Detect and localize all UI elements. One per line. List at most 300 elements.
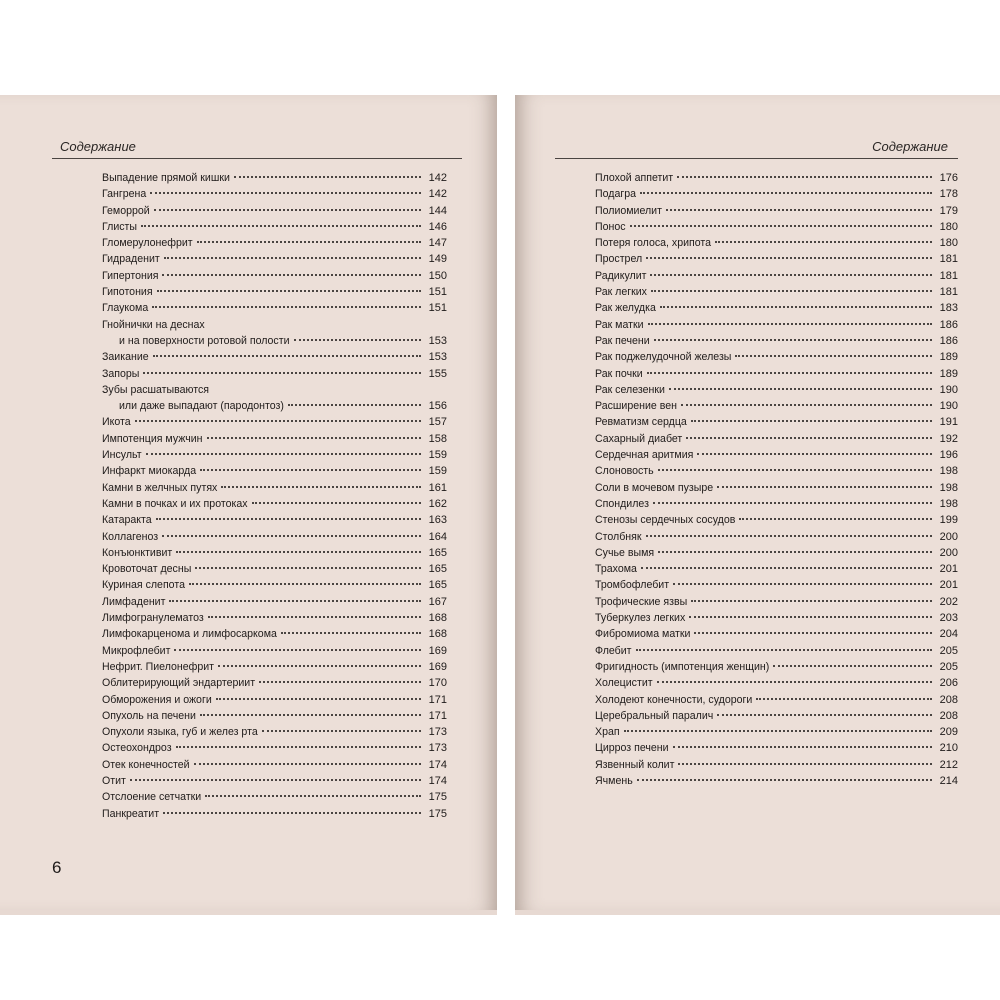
toc-entry: [595, 659, 958, 675]
running-head: Содержание: [60, 139, 136, 154]
toc-entry-page: 208: [939, 693, 958, 706]
toc-entry-page: 171: [428, 709, 447, 722]
toc-entry: [102, 203, 447, 219]
toc-entry: [595, 333, 958, 349]
toc-entry: [102, 512, 447, 528]
dot-leader: [636, 649, 933, 651]
toc-entry-title: Рак селезенки: [595, 383, 665, 396]
toc-entry: [102, 806, 447, 822]
toc-entry-title: Тромбофлебит: [595, 579, 670, 592]
toc-entry: [595, 757, 958, 773]
dot-leader: [640, 192, 932, 194]
toc-entry-title: Заикание: [102, 351, 149, 364]
toc-entry-page: 190: [939, 383, 958, 396]
toc-entry-title: Лимфаденит: [102, 595, 166, 608]
toc-entry-title: Камни в почках и их протоках: [102, 497, 248, 510]
dot-leader: [154, 209, 421, 211]
toc-entry-page: 167: [428, 595, 447, 608]
toc-entry: [595, 496, 958, 512]
toc-entry: [595, 675, 958, 691]
toc-entry-page: 181: [939, 286, 958, 299]
toc-entry-title: Рак легких: [595, 286, 647, 299]
toc-entry-title: Отслоение сетчатки: [102, 791, 202, 804]
dot-leader: [294, 339, 422, 341]
toc-entry: [102, 594, 447, 610]
toc-entry-title: Туберкулез легких: [595, 612, 686, 625]
dot-leader: [252, 502, 421, 504]
dot-leader: [681, 404, 932, 406]
dot-leader: [163, 812, 421, 814]
toc-entry: [595, 724, 958, 740]
toc-entry-page: 204: [939, 628, 958, 641]
toc-entry: [595, 594, 958, 610]
toc-entry: [102, 382, 447, 398]
toc-entry-page: 150: [428, 269, 447, 282]
toc-entry-title: Сахарный диабет: [595, 432, 683, 445]
toc-entry: [102, 251, 447, 267]
dot-leader: [756, 698, 932, 700]
toc-entry-title: Фригидность (импотенция женщин): [595, 660, 770, 673]
toc-entry-page: 142: [428, 188, 447, 201]
toc-entry: [595, 366, 958, 382]
dot-leader: [205, 795, 421, 797]
header-rule: [555, 158, 958, 159]
dot-leader: [197, 241, 421, 243]
toc-entry-title: Облитерирующий эндартериит: [102, 677, 256, 690]
toc-entry-page: 173: [428, 726, 447, 739]
toc-entry-page: 209: [939, 726, 958, 739]
toc-entry: [102, 333, 447, 349]
toc-entry-title: Рак матки: [595, 318, 644, 331]
toc-entry-title: Подагра: [595, 188, 636, 201]
dot-leader: [637, 779, 932, 781]
toc-entry-page: 200: [939, 530, 958, 543]
toc-entry: [102, 170, 447, 186]
toc-entry-title: Гипотония: [102, 286, 153, 299]
dot-leader: [218, 665, 421, 667]
toc-entry-title: Геморрой: [102, 204, 150, 217]
toc-entry-page: 149: [428, 253, 447, 266]
toc-entry: [102, 692, 447, 708]
toc-entry-title: Ревматизм сердца: [595, 416, 687, 429]
dot-leader: [660, 306, 932, 308]
toc-entry: [595, 203, 958, 219]
toc-entry-title: Прострел: [595, 253, 643, 266]
toc-entry: [595, 284, 958, 300]
toc-entry: [102, 366, 447, 382]
toc-entry: [102, 447, 447, 463]
toc-entry: [595, 431, 958, 447]
toc-entry: [595, 610, 958, 626]
toc-entry-page: 174: [428, 758, 447, 771]
toc-entry-title: Язвенный колит: [595, 758, 675, 771]
toc-entry-page: 170: [428, 677, 447, 690]
toc-entry: [102, 219, 447, 235]
toc-entry: [102, 186, 447, 202]
dot-leader: [288, 404, 421, 406]
toc-entry: [102, 626, 447, 642]
toc-entry-page: 179: [939, 204, 958, 217]
toc-list-right: [595, 170, 958, 789]
dot-leader: [164, 257, 421, 259]
toc-entry: [102, 284, 447, 300]
toc-entry: [595, 577, 958, 593]
toc-entry-page: 157: [428, 416, 447, 429]
toc-entry-page: 198: [939, 465, 958, 478]
toc-entry-title: и на поверхности ротовой полости: [119, 334, 290, 347]
dot-leader: [657, 681, 932, 683]
dot-leader: [189, 583, 421, 585]
toc-entry-page: 198: [939, 497, 958, 510]
toc-entry: [102, 496, 447, 512]
dot-leader: [162, 274, 421, 276]
toc-entry-title: Цирроз печени: [595, 742, 669, 755]
dot-leader: [648, 323, 932, 325]
toc-entry: [595, 708, 958, 724]
toc-entry-page: 146: [428, 220, 447, 233]
dot-leader: [150, 192, 421, 194]
toc-entry-title: Гидраденит: [102, 253, 160, 266]
toc-entry-title: Выпадение прямой кишки: [102, 172, 230, 184]
toc-entry: [102, 643, 447, 659]
toc-entry-title: Инфаркт миокарда: [102, 465, 197, 478]
dot-leader: [194, 763, 421, 765]
toc-entry-title: Фибромиома матки: [595, 628, 691, 641]
toc-entry-title: Конъюнктивит: [102, 546, 173, 559]
toc-entry: [595, 463, 958, 479]
toc-entry: [595, 300, 958, 316]
toc-entry-page: 153: [428, 351, 447, 364]
dot-leader: [678, 763, 932, 765]
toc-entry-page: 168: [428, 612, 447, 625]
toc-entry-title: Понос: [595, 220, 626, 233]
toc-entry: [102, 561, 447, 577]
toc-entry-page: 191: [939, 416, 958, 429]
toc-entry-page: 174: [428, 774, 447, 787]
toc-entry-title: или даже выпадают (пародонтоз): [119, 400, 284, 413]
toc-entry-page: 165: [428, 546, 447, 559]
dot-leader: [141, 225, 421, 227]
toc-entry: [102, 789, 447, 805]
toc-entry-page: 175: [428, 807, 447, 820]
dot-leader: [216, 698, 421, 700]
toc-entry-page: 168: [428, 628, 447, 641]
toc-entry-title: Сучье вымя: [595, 546, 655, 559]
toc-entry-title: Нефрит. Пиелонефрит: [102, 660, 215, 673]
dot-leader: [686, 437, 932, 439]
toc-entry: [102, 235, 447, 251]
toc-entry-title: Полиомиелит: [595, 204, 662, 217]
toc-entry: [595, 349, 958, 365]
toc-entry-page: 180: [939, 220, 958, 233]
toc-entry-page: 196: [939, 449, 958, 462]
dot-leader: [234, 176, 421, 178]
toc-entry: [102, 398, 447, 414]
toc-entry-title: Микрофлебит: [102, 644, 171, 657]
dot-leader: [157, 290, 421, 292]
toc-entry: [102, 724, 447, 740]
toc-entry-page: 181: [939, 253, 958, 266]
dot-leader: [176, 746, 421, 748]
toc-entry-page: 151: [428, 286, 447, 299]
toc-entry: [102, 431, 447, 447]
dot-leader: [717, 486, 932, 488]
dot-leader: [200, 469, 421, 471]
toc-entry-page: 163: [428, 514, 447, 527]
toc-entry-title: Холецистит: [595, 677, 653, 690]
dot-leader: [669, 388, 932, 390]
toc-entry: [102, 708, 447, 724]
toc-entry: [102, 675, 447, 691]
toc-entry-title: Рак печени: [595, 334, 650, 347]
dot-leader: [739, 518, 932, 520]
dot-leader: [673, 746, 932, 748]
toc-entry-page: 190: [939, 400, 958, 413]
dot-leader: [689, 616, 932, 618]
toc-entry-title: Лимфогранулематоз: [102, 612, 204, 625]
dot-leader: [195, 567, 421, 569]
toc-entry-title: Камни в желчных путях: [102, 481, 218, 494]
dot-leader: [735, 355, 932, 357]
dot-leader: [717, 714, 932, 716]
toc-entry-page: 202: [939, 595, 958, 608]
toc-entry-page: 173: [428, 742, 447, 755]
toc-entry-page: 200: [939, 546, 958, 559]
dot-leader: [200, 714, 421, 716]
toc-entry: [595, 317, 958, 333]
toc-entry-title: Расширение вен: [595, 400, 677, 413]
open-book-spread: [0, 95, 1000, 915]
toc-entry-page: 205: [939, 660, 958, 673]
dot-leader: [691, 600, 932, 602]
dot-leader: [715, 241, 932, 243]
dot-leader: [658, 551, 932, 553]
toc-entry-title: Гломерулонефрит: [102, 237, 193, 250]
toc-entry-page: 201: [939, 563, 958, 576]
toc-entry-title: Флебит: [595, 644, 632, 657]
dot-leader: [135, 420, 421, 422]
toc-entry-page: 198: [939, 481, 958, 494]
toc-entry-page: 199: [939, 514, 958, 527]
toc-entry-page: 153: [428, 334, 447, 347]
toc-entry-page: 165: [428, 563, 447, 576]
dot-leader: [641, 567, 932, 569]
toc-entry: [595, 773, 958, 789]
toc-entry-title: Трахома: [595, 563, 637, 576]
dot-leader: [677, 176, 932, 178]
toc-entry-title: Панкреатит: [102, 807, 160, 820]
toc-entry-page: 162: [428, 497, 447, 510]
toc-entry-page: 205: [939, 644, 958, 657]
toc-entry-page: 151: [428, 302, 447, 315]
dot-leader: [146, 453, 421, 455]
toc-list-left: [102, 170, 447, 822]
toc-entry-page: 180: [939, 237, 958, 250]
toc-entry-page: 159: [428, 465, 447, 478]
toc-entry-title: Отит: [102, 774, 126, 787]
toc-entry: [102, 740, 447, 756]
toc-entry-title: Куриная слепота: [102, 579, 185, 592]
toc-entry-page: 155: [428, 367, 447, 380]
toc-entry-page: 181: [939, 269, 958, 282]
toc-entry-page: 203: [939, 612, 958, 625]
dot-leader: [630, 225, 932, 227]
toc-entry: [595, 382, 958, 398]
toc-entry: [595, 512, 958, 528]
dot-leader: [651, 290, 932, 292]
running-head: Содержание: [872, 139, 948, 154]
toc-entry-title: Радикулит: [595, 269, 647, 282]
toc-entry: [595, 219, 958, 235]
toc-entry-page: 144: [428, 204, 447, 217]
dot-leader: [697, 453, 932, 455]
toc-entry: [102, 577, 447, 593]
toc-entry-page: 169: [428, 660, 447, 673]
dot-leader: [153, 355, 421, 357]
toc-entry: [102, 545, 447, 561]
toc-entry: [595, 235, 958, 251]
toc-entry-title: Опухоли языка, губ и желез рта: [102, 726, 258, 739]
dot-leader: [773, 665, 932, 667]
toc-entry: [595, 545, 958, 561]
toc-entry: [102, 317, 447, 333]
toc-entry-title: Обморожения и ожоги: [102, 693, 212, 706]
dot-leader: [647, 372, 932, 374]
toc-entry-page: 192: [939, 432, 958, 445]
toc-entry: [102, 529, 447, 545]
toc-entry-page: 159: [428, 449, 447, 462]
toc-entry-title: Опухоль на печени: [102, 709, 196, 722]
toc-entry: [595, 268, 958, 284]
toc-entry-title: Икота: [102, 416, 131, 429]
toc-entry-title: Катаракта: [102, 514, 152, 527]
toc-entry-page: 210: [939, 742, 958, 755]
toc-entry-page: 156: [428, 400, 447, 413]
page-number: 6: [52, 858, 62, 877]
toc-entry-title: Рак поджелудочной железы: [595, 351, 732, 364]
toc-entry: [102, 757, 447, 773]
dot-leader: [694, 632, 932, 634]
dot-leader: [673, 583, 932, 585]
toc-entry-title: Кровоточат десны: [102, 563, 192, 576]
toc-entry-title: Зубы расшатываются: [102, 383, 210, 396]
toc-entry: [595, 643, 958, 659]
toc-entry-page: 142: [428, 172, 447, 184]
toc-entry: [102, 268, 447, 284]
toc-entry-title: Запоры: [102, 367, 140, 380]
dot-leader: [658, 469, 932, 471]
toc-entry-page: 206: [939, 677, 958, 690]
toc-entry-title: Гипертония: [102, 269, 159, 282]
dot-leader: [624, 730, 932, 732]
toc-entry-title: Отек конечностей: [102, 758, 190, 771]
toc-entry-title: Спондилез: [595, 497, 649, 510]
toc-entry-title: Плохой аппетит: [595, 172, 674, 184]
dot-leader: [176, 551, 421, 553]
header-rule: [52, 158, 462, 159]
toc-entry-title: Остеохондроз: [102, 742, 172, 755]
toc-entry-page: 186: [939, 318, 958, 331]
book-gutter: [497, 95, 515, 915]
toc-entry-page: 165: [428, 579, 447, 592]
toc-entry: [595, 186, 958, 202]
dot-leader: [691, 420, 932, 422]
toc-entry-page: 186: [939, 334, 958, 347]
toc-entry-page: 183: [939, 302, 958, 315]
toc-entry-page: 169: [428, 644, 447, 657]
dot-leader: [646, 257, 932, 259]
dot-leader: [156, 518, 421, 520]
right-page: [515, 95, 1000, 910]
toc-entry-title: Глисты: [102, 220, 138, 233]
toc-entry: [102, 414, 447, 430]
toc-entry-title: Коллагеноз: [102, 530, 159, 543]
toc-entry-title: Рак почки: [595, 367, 643, 380]
dot-leader: [221, 486, 421, 488]
toc-entry-title: Рак желудка: [595, 302, 656, 315]
toc-entry-title: Сердечная аритмия: [595, 449, 694, 462]
toc-entry: [102, 300, 447, 316]
dot-leader: [262, 730, 421, 732]
toc-entry: [595, 414, 958, 430]
toc-entry-page: 171: [428, 693, 447, 706]
toc-entry-page: 147: [428, 237, 447, 250]
dot-leader: [169, 600, 421, 602]
toc-entry-title: Потеря голоса, хрипота: [595, 237, 712, 250]
toc-entry-title: Стенозы сердечных сосудов: [595, 514, 736, 527]
dot-leader: [207, 437, 421, 439]
dot-leader: [281, 632, 421, 634]
toc-entry: [102, 463, 447, 479]
toc-entry-title: Гнойнички на деснах: [102, 318, 205, 331]
toc-entry-title: Холодеют конечности, судороги: [595, 693, 753, 706]
toc-entry: [102, 610, 447, 626]
toc-entry: [595, 692, 958, 708]
toc-entry-title: Глаукома: [102, 302, 149, 315]
toc-entry-page: 212: [939, 758, 958, 771]
toc-entry-page: 189: [939, 351, 958, 364]
toc-entry: [595, 251, 958, 267]
toc-entry-page: 158: [428, 432, 447, 445]
dot-leader: [174, 649, 421, 651]
toc-entry: [102, 349, 447, 365]
toc-entry: [102, 773, 447, 789]
toc-entry: [595, 170, 958, 186]
toc-entry-title: Импотенция мужчин: [102, 432, 203, 445]
toc-entry-title: Церебральный паралич: [595, 709, 714, 722]
toc-entry-page: 178: [939, 188, 958, 201]
dot-leader: [143, 372, 421, 374]
toc-entry-title: Ячмень: [595, 774, 633, 787]
toc-entry-page: 208: [939, 709, 958, 722]
toc-entry-title: Лимфокарценома и лимфосаркома: [102, 628, 277, 641]
toc-entry-page: 189: [939, 367, 958, 380]
toc-entry: [595, 447, 958, 463]
toc-entry: [595, 398, 958, 414]
toc-entry-page: 176: [939, 172, 958, 184]
dot-leader: [650, 274, 932, 276]
toc-entry: [595, 480, 958, 496]
toc-entry-page: 201: [939, 579, 958, 592]
toc-entry: [595, 529, 958, 545]
toc-entry-title: Трофические язвы: [595, 595, 688, 608]
dot-leader: [654, 339, 932, 341]
dot-leader: [162, 535, 421, 537]
toc-entry: [102, 480, 447, 496]
toc-entry-title: Инсульт: [102, 449, 142, 462]
toc-entry-page: 164: [428, 530, 447, 543]
dot-leader: [259, 681, 421, 683]
